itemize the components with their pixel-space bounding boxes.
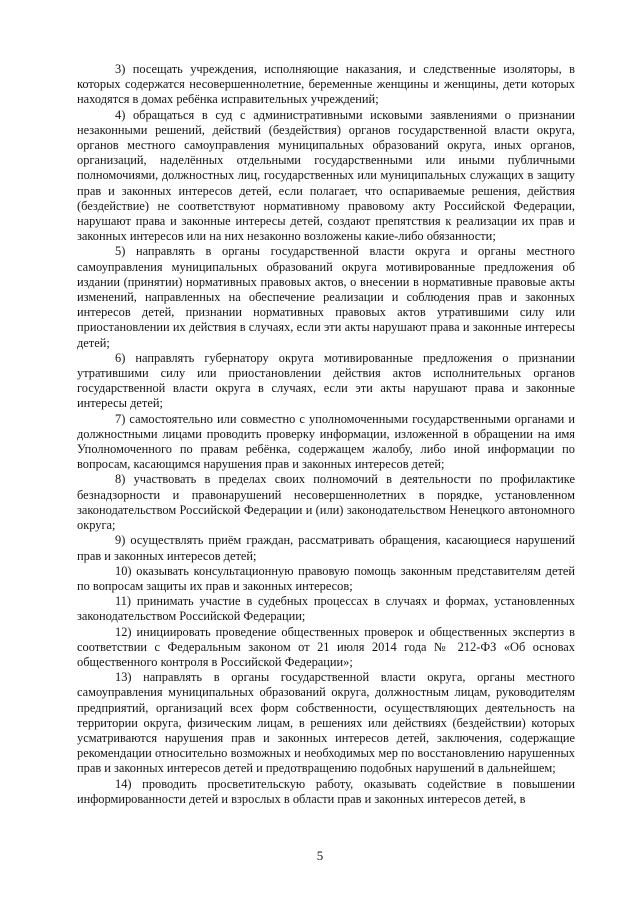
paragraph-item-5: 5) направлять в органы государственной власти округа и органы местного самоуправления муниципальных образований округа мотивированные предложения об издании (принятии) нормативных правовых актов, о внесении в нормативные правовые акты изменений, направленных на обеспечение реализации и соблюдения прав и законных интересов детей, признании нормативных правовых актов утратившими силу или приостановлении их действия в случаях, если эти акты нарушают права и законные интересы детей;	[77, 244, 575, 350]
paragraph-item-11: 11) принимать участие в судебных процессах в случаях и формах, установленных законодательством Российской Федерации;	[77, 594, 575, 624]
page-number: 5	[316, 848, 324, 863]
paragraph-item-14: 14) проводить просветительскую работу, оказывать содействие в повышении информированности детей и взрослых в области прав и законных интересов детей, в	[77, 776, 575, 806]
paragraph-item-7: 7) самостоятельно или совместно с уполномоченными государственными органами и должностными лицами проводить проверку информации, изложенной в обращении на имя Уполномоченного по правам ребёнка, содержащем жалобу, либо иной информации по вопросам, касающимся нарушения прав и законных интересов детей;	[77, 411, 575, 472]
paragraph-item-6: 6) направлять губернатору округа мотивированные предложения о признании утратившими силу или приостановлении действия актов исполнительных органов государственной власти округа в случаях, если эти акты нарушают права и законные интересы детей;	[77, 350, 575, 411]
paragraph-item-9: 9) осуществлять приём граждан, рассматривать обращения, касающиеся нарушений прав и законных интересов детей;	[77, 533, 575, 563]
paragraph-item-8: 8) участвовать в пределах своих полномочий в деятельности по профилактике безнадзорности и правонарушений несовершеннолетних в порядке, установленном законодательством Российской Федерации и (или) законодательством Ненецкого автономного округа;	[77, 472, 575, 533]
paragraph-item-4: 4) обращаться в суд с административными исковыми заявлениями о признании незаконными решений, действий (бездействия) органов государственной власти округа, органов местного самоуправления муниципальных образований округа, иных органов, организаций, наделённых отдельными государственными или иными публичными полномочиями, должностных лиц, государственных или муниципальных служащих в защиту прав и законных интересов детей, если полагает, что оспариваемые решения, действия (бездействие) не соответствуют нормативному правовому акту Российской Федерации, нарушают права и законные интересы детей, создают препятствия к реализации их прав и законных интересов или на них незаконно возложены какие-либо обязанности;	[77, 107, 575, 244]
document-body	[77, 62, 575, 807]
paragraph-item-12: 12) инициировать проведение общественных проверок и общественных экспертиз в соответствии с Федеральным законом от 21 июля 2014 года № 212-ФЗ «Об основах общественного контроля в Российской Федерации»;	[77, 624, 575, 669]
paragraph-item-3: 3) посещать учреждения, исполняющие наказания, и следственные изоляторы, в которых содержатся несовершеннолетние, беременные женщины и женщины, дети которых находятся в домах ребёнка исправительных учреждений;	[77, 62, 575, 107]
paragraph-item-13: 13) направлять в органы государственной власти округа, органы местного самоуправления муниципальных образований округа, должностным лицам, руководителям предприятий, организаций всех форм собственности, осуществляющих деятельность на территории округа, физическим лицам, в решениях или действиях (бездействии) которых усматриваются нарушения прав и законных интересов детей, заключения, содержащие рекомендации относительно возможных и необходимых мер по восстановлению нарушенных прав и законных интересов детей и предотвращению подобных нарушений в дальнейшем;	[77, 670, 575, 776]
paragraph-item-10: 10) оказывать консультационную правовую помощь законным представителям детей по вопросам защиты их прав и законных интересов;	[77, 563, 575, 593]
